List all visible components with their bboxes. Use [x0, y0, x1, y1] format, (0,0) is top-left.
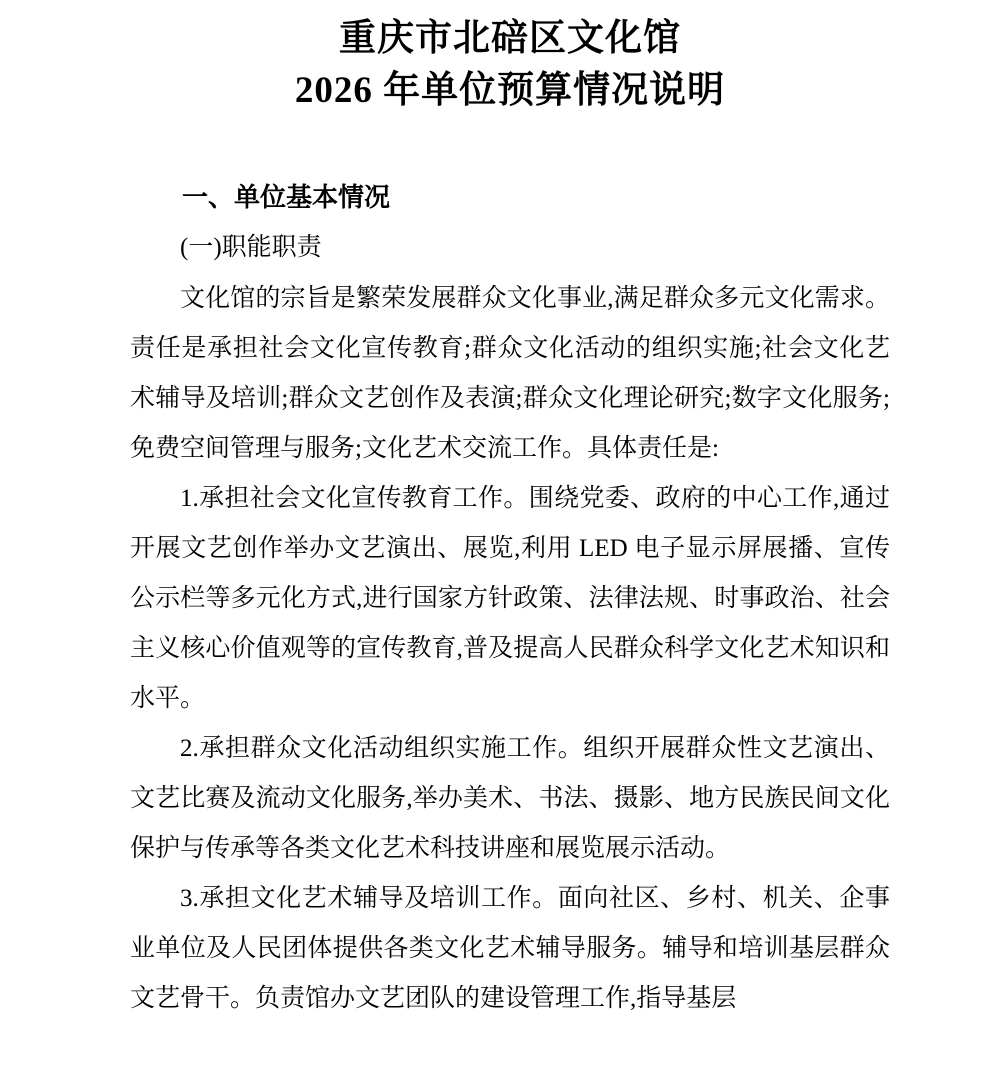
section-heading-basic-info: 一、单位基本情况	[182, 182, 391, 212]
subsection-heading-duties: (一)职能职责	[180, 234, 322, 261]
paragraph-duty-3-art-training: 3.承担文化艺术辅导及培训工作。面向社区、乡村、机关、企事业单位及人民团体提供各类文化艺术辅导服务。辅导和培训基层群众文艺骨干。负责馆办文艺团队的建设管理工作,指导基层	[130, 885, 890, 1012]
title-line-2: 2026 年单位预算情况说明	[294, 70, 726, 111]
document-title	[130, 13, 890, 117]
title-line-1: 重庆市北碚区文化馆	[339, 18, 681, 59]
paragraph-mission-overview: 文化馆的宗旨是繁荣发展群众文化事业,满足群众多元文化需求。责任是承担社会文化宣传教育;群众文化活动的组织实施;社会文化艺术辅导及培训;群众文艺创作及表演;群众文化理论研究;数字文化服务;免费空间管理与服务;文化艺术交流工作。具体责任是:	[130, 285, 890, 462]
paragraph-duty-1-publicity-education: 1.承担社会文化宣传教育工作。围绕党委、政府的中心工作,通过开展文艺创作举办文艺演出、展览,利用 LED 电子显示屏展播、宣传公示栏等多元化方式,进行国家方针政策、法律法规、时事政治、社会主义核心价值观等的宣传教育,普及提高人民群众科学文化艺术知识和水平。	[130, 485, 890, 712]
paragraph-duty-2-cultural-activities: 2.承担群众文化活动组织实施工作。组织开展群众性文艺演出、文艺比赛及流动文化服务,举办美术、书法、摄影、地方民族民间文化保护与传承等各类文化艺术科技讲座和展览展示活动。	[130, 735, 890, 862]
